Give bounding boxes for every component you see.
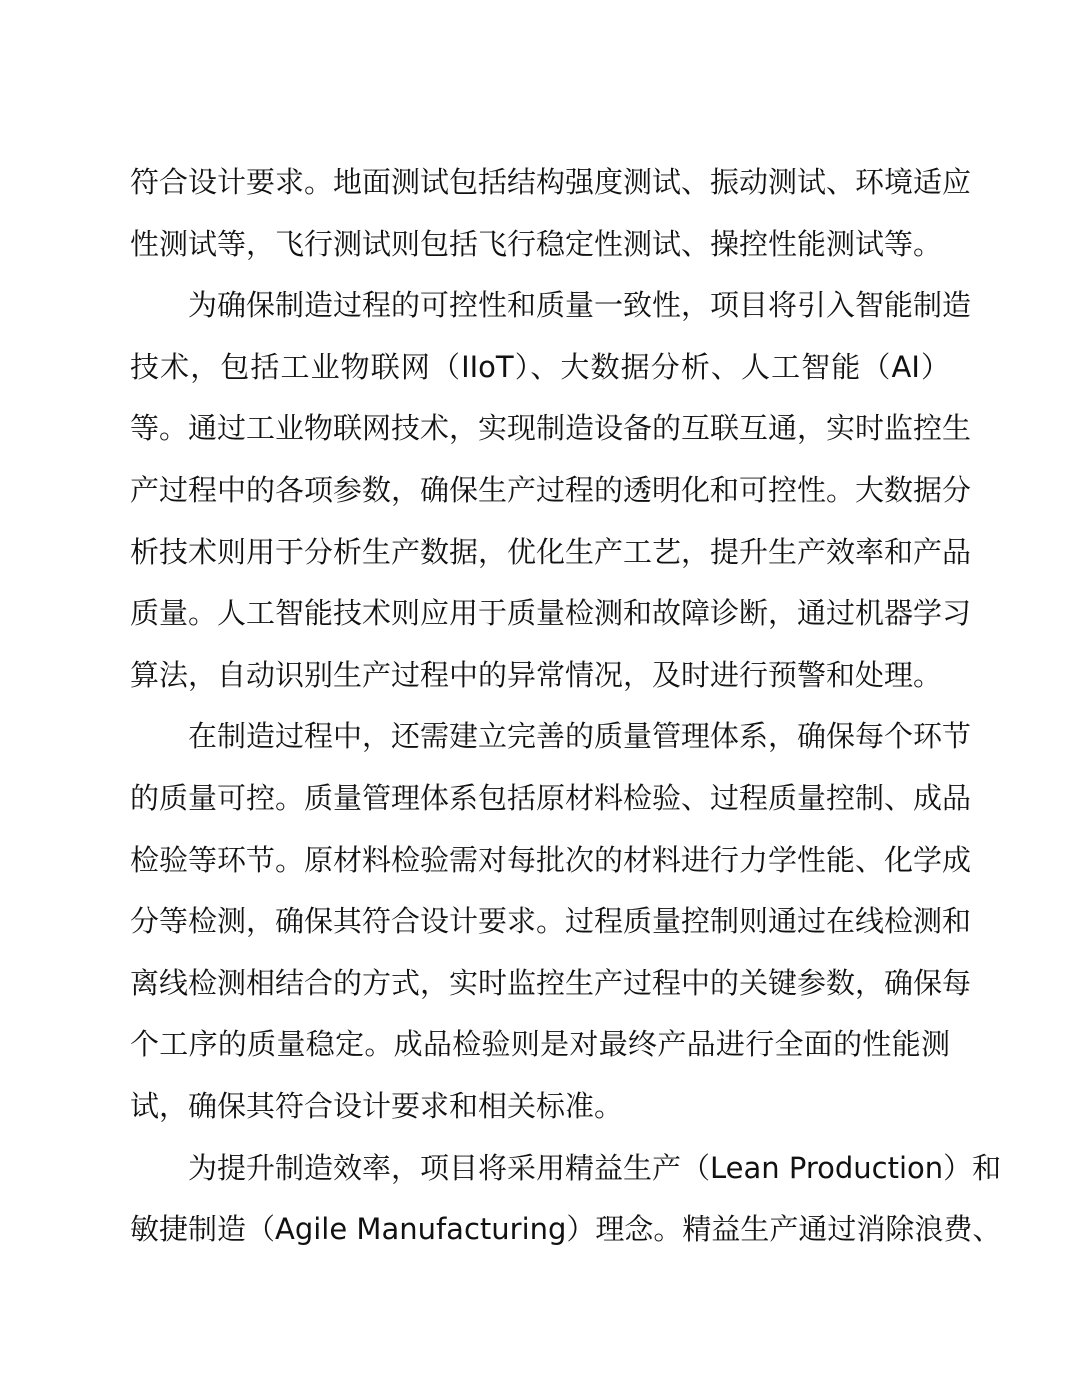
text-line: 分等检测，确保其符合设计要求。过程质量控制则通过在线检测和 bbox=[130, 904, 972, 939]
text-line: 个工序的质量稳定。成品检验则是对最终产品进行全面的性能测 bbox=[130, 1027, 950, 1062]
text-line: 等。通过工业物联网技术，实现制造设备的互联互通，实时监控生 bbox=[130, 411, 972, 446]
text-line: 产过程中的各项参数，确保生产过程的透明化和可控性。大数据分 bbox=[130, 472, 972, 507]
text-line: 析技术则用于分析生产数据，优化生产工艺，提升生产效率和产品 bbox=[130, 534, 972, 569]
text-line: 符合设计要求。地面测试包括结构强度测试、振动测试、环境适应 bbox=[130, 165, 972, 199]
text-line: 算法，自动识别生产过程中的异常情况，及时进行预警和处理。 bbox=[130, 657, 943, 692]
paragraph-first-line: 为确保制造过程的可控性和质量一致性，项目将引入智能制造 bbox=[188, 288, 972, 323]
paragraph-first-line: 为提升制造效率，项目将采用精益生产（Lean Production）和 bbox=[188, 1150, 1002, 1185]
text-line: 检验等环节。原材料检验需对每批次的材料进行力学性能、化学成 bbox=[130, 842, 972, 877]
text-line: 质量。人工智能技术则应用于质量检测和故障诊断，通过机器学习 bbox=[130, 596, 972, 631]
text-line: 试，确保其符合设计要求和相关标准。 bbox=[130, 1088, 624, 1123]
text-line: 技术，包括工业物联网（IIoT）、大数据分析、人工智能（AI） bbox=[130, 349, 950, 384]
text-line: 离线检测相结合的方式，实时监控生产过程中的关键参数，确保每 bbox=[130, 965, 972, 1000]
body-text bbox=[130, 152, 1002, 1261]
text-line: 敏捷制造（Agile Manufacturing）理念。精益生产通过消除浪费、 bbox=[130, 1212, 1002, 1247]
paragraph-first-line: 在制造过程中，还需建立完善的质量管理体系，确保每个环节 bbox=[188, 719, 972, 754]
text-line: 的质量可控。质量管理体系包括原材料检验、过程质量控制、成品 bbox=[130, 780, 972, 815]
text-line: 性测试等，飞行测试则包括飞行稳定性测试、操控性能测试等。 bbox=[130, 226, 943, 261]
